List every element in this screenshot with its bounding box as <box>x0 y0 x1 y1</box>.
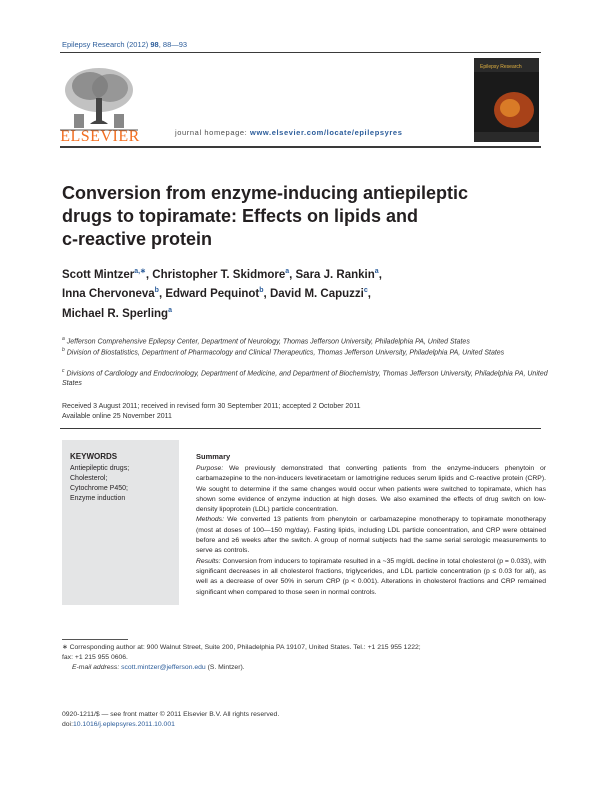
summary-body <box>196 464 546 598</box>
author-name[interactable]: Michael R. Sperling <box>62 307 169 320</box>
summary-purpose <box>196 464 546 515</box>
author-affil-mark[interactable]: a <box>168 306 172 314</box>
header-rule-bottom <box>60 146 541 148</box>
author-separator: , <box>158 288 166 301</box>
footnote-address: ∗ Corresponding author at: 900 Walnut Street, Suite 200, Philadelphia PA 19107, United States. Tel.: +1 215 955 1222; <box>62 644 421 651</box>
cover-title: Epilepsy Research <box>480 64 522 70</box>
results-text: Conversion from inducers to topiramate resulted in a ~35 mg/dL decline in total cholesterol (p = 0.033), with significant decreases in all cholesterol fractions, triglycerides, and LDL particle concentration (p ≤ 0.03 for all), as well as a decrease of over 50% in serum CRP (p < 0.001). Alterations in cholesterol fractions and CRP remained significant when compared to those seen in normal controls. <box>196 557 546 596</box>
journal-ref-text: Epilepsy Research (2012) <box>62 40 151 49</box>
summary-heading: Summary <box>196 452 231 461</box>
cover-art <box>474 58 539 142</box>
affiliation-text: Division of Biostatistics, Department of Pharmacology and Clinical Therapeutics, Thomas Jefferson University, Philadelphia PA, United States <box>66 349 505 357</box>
author-name[interactable]: David M. Capuzzi <box>269 288 364 301</box>
author-affil-mark[interactable]: a,∗ <box>134 268 146 275</box>
affiliation-mark: a <box>62 336 65 342</box>
keyword-item: Cholesterol; <box>70 475 108 482</box>
author-separator: , <box>145 268 153 281</box>
affiliation-b <box>62 345 548 358</box>
author-affil-mark[interactable]: a <box>285 268 290 275</box>
homepage-label: journal homepage: <box>175 128 251 137</box>
corresponding-author-footnote <box>62 643 542 673</box>
keywords-heading: KEYWORDS <box>70 452 118 461</box>
author-line-2 <box>62 283 532 302</box>
author-affil-mark[interactable]: c <box>363 287 368 295</box>
doi-label: doi: <box>62 721 73 728</box>
author-separator: , <box>367 288 371 301</box>
affiliation-text: Divisions of Cardiology and Endocrinology, Department of Medicine, and Department of Biochemistry, Thomas Jefferson University, Philadelphia PA, United States <box>62 370 548 388</box>
footnote-email-line <box>62 663 542 673</box>
received-dates: Received 3 August 2011; received in revised form 30 September 2011; accepted 2 October 2011 <box>62 403 361 410</box>
header-rule-top <box>60 52 541 53</box>
author-separator: , <box>289 268 296 281</box>
affiliation-mark: b <box>62 347 65 353</box>
footnote-fax: fax: +1 215 955 0606. <box>62 654 128 661</box>
doi-link[interactable]: 10.1016/j.eplepsyres.2011.10.001 <box>72 721 175 728</box>
journal-cover-image <box>474 58 539 142</box>
summary-methods <box>196 515 546 556</box>
results-label: Results: <box>196 557 221 565</box>
article-dates <box>62 402 360 422</box>
title-line-2: drugs to topiramate: Effects on lipids and <box>62 206 419 226</box>
purpose-label: Purpose: <box>196 465 224 472</box>
author-line-1 <box>62 264 532 283</box>
methods-text: We converted 13 patients from phenytoin or carbamazepine monotherapy to topiramate monotherapy (most at doses of 100—150 mg/day). Fasting lipids, including LDL particle concentration, and CRP were obtained before and ≥6 weeks after the switch. A group of normal subjects had the same serial serologic measurements to serve as controls. <box>196 516 546 555</box>
purpose-text: We previously demonstrated that converting patients from the enzyme-inducers phenytoin or carbamazepine to the non-inducers levetiracetam or lamotrigine reduces serum lipids and C-reactive protein (CRP). We sought to determine if the same changes would occur when patients were switched to topiramate, which has shown some evidence of enzyme induction at high doses. We also examined the effects of drug switch on low-density lipoprotein (LDL) particle concentration. <box>196 465 546 514</box>
author-line-3 <box>62 303 532 322</box>
online-date: Available online 25 November 2011 <box>62 413 172 420</box>
email-label: E-mail address: <box>72 664 122 671</box>
elsevier-wordmark: ELSEVIER <box>60 128 140 145</box>
author-name[interactable]: Scott Mintzer <box>62 268 135 281</box>
copyright-block <box>62 710 279 730</box>
author-name[interactable]: Sara J. Rankin <box>295 268 375 281</box>
author-name[interactable]: Edward Pequinot <box>165 288 260 301</box>
title-line-1: Conversion from enzyme-inducing antiepileptic <box>62 183 469 203</box>
author-name[interactable]: Inna Chervoneva <box>62 288 155 301</box>
keyword-item: Antiepileptic drugs; <box>70 465 130 472</box>
methods-label: Methods: <box>196 516 224 524</box>
abstract-rule-top <box>60 428 541 429</box>
journal-ref-volume: 98 <box>150 40 159 49</box>
journal-ref-pages: , 88—93 <box>158 40 188 49</box>
journal-reference[interactable] <box>62 40 187 49</box>
author-affil-mark[interactable]: a <box>374 268 379 275</box>
doi-line <box>62 720 279 730</box>
author-separator: , <box>263 288 270 301</box>
affiliation-c <box>62 366 548 389</box>
author-affil-mark[interactable]: b <box>259 287 264 295</box>
affiliation-text: Jefferson Comprehensive Epilepsy Center, Department of Neurology, Thomas Jefferson University, Philadelphia PA, United States <box>66 338 470 346</box>
footnote-rule <box>62 639 128 640</box>
title-line-3: c-reactive protein <box>62 229 213 249</box>
author-list <box>62 264 532 322</box>
email-suffix: (S. Mintzer). <box>205 664 245 671</box>
author-separator: , <box>378 268 382 281</box>
homepage-link[interactable]: www.elsevier.com/locate/epilepsyres <box>250 128 403 137</box>
issn-line: 0920-1211/$ — see front matter © 2011 Elsevier B.V. All rights reserved. <box>62 711 280 718</box>
affiliation-mark: c <box>62 368 65 374</box>
journal-homepage <box>175 128 402 137</box>
article-title <box>62 182 502 251</box>
author-name[interactable]: Christopher T. Skidmore <box>152 268 286 281</box>
keyword-item: Enzyme induction <box>70 495 126 502</box>
author-email-link[interactable]: scott.mintzer@jefferson.edu <box>121 664 206 671</box>
keyword-item: Cytochrome P450; <box>70 485 128 492</box>
summary-results <box>196 557 546 598</box>
author-affil-mark[interactable]: b <box>154 287 159 295</box>
